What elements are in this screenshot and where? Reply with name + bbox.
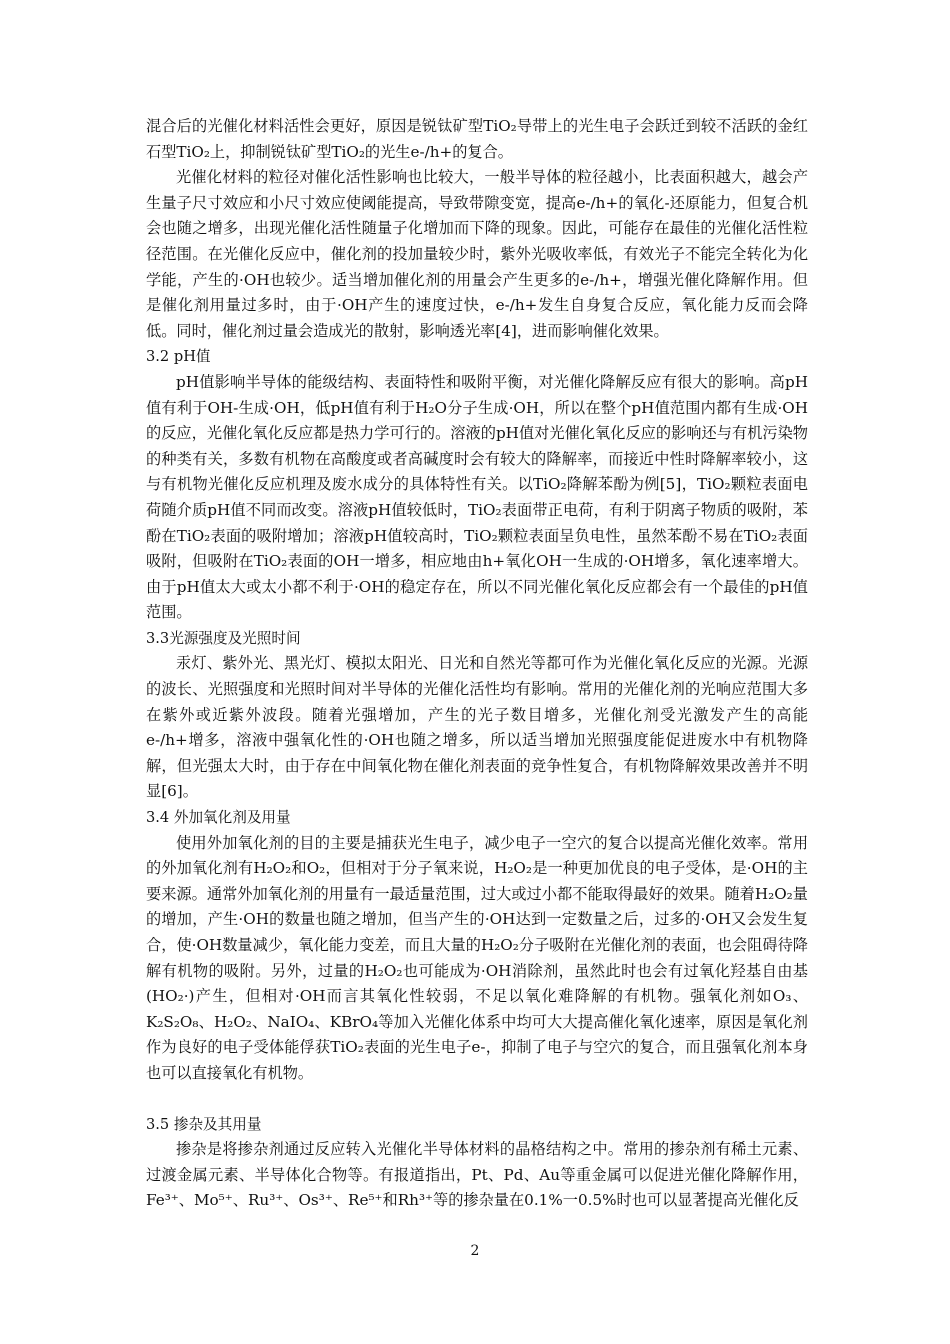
section-3-5-paragraph: 掺杂是将掺杂剂通过反应转入光催化半导体材料的晶格结构之中。常用的掺杂剂有稀土元素、过渡金属元素、半导体化合物等。有报道指出，Pt、Pd、Au等重金属可以促进光催化降解作用，Fe³⁺、Mo⁵⁺、Ru³⁺、Os³⁺、Re⁵⁺和Rh³⁺等的掺杂量在0.1%一0.5%时也可以显著提高光催化反: [146, 1140, 808, 1210]
section-3-5-heading: 3.5 掺杂及其用量: [146, 1115, 262, 1133]
paragraph-spacer: [146, 1087, 808, 1112]
page-body: [146, 114, 808, 1214]
particle-size-paragraph: 光催化材料的粒径对催化活性影响也比较大，一般半导体的粒径越小，比表面积越大，越会产生量子尺寸效应和小尺寸效应使阈能提高，导致带隙变宽，提高e-/h+的氧化-还原能力，但复合机会也随之增多，出现光催化活性随量子化增加而下降的现象。因此，可能存在最佳的光催化活性粒径范围。在光催化反应中，催化剂的投加量较少时，紫外光吸收率低，有效光子不能完全转化为化学能，产生的·OH也较少。适当增加催化剂的用量会产生更多的e-/h+，增强光催化降解作用。但是催化剂用量过多时，由于·OH产生的速度过快，e-/h+发生自身复合反应，氧化能力反而会降低。同时，催化剂过量会造成光的散射，影响透光率[4]，进而影响催化效果。: [146, 168, 808, 340]
page-number: 2: [470, 1243, 480, 1259]
section-3-3-paragraph: 汞灯、紫外光、黑光灯、模拟太阳光、日光和自然光等都可作为光催化氧化反应的光源。光源的波长、光照强度和光照时间对半导体的光催化活性均有影响。常用的光催化剂的光响应范围大多在紫外或近紫外波段。随着光强增加，产生的光子数目增多，光催化剂受光激发产生的高能e-/h+增多，溶液中强氧化性的·OH也随之增多，所以适当增加光照强度能促进废水中有机物降解，但光强太大时，由于存在中间氧化物在催化剂表面的竞争性复合，有机物降解效果改善并不明显[6]。: [146, 654, 808, 801]
intro-continuation-paragraph: 混合后的光催化材料活性会更好，原因是锐钛矿型TiO₂导带上的光生电子会跃迁到较不活跃的金红石型TiO₂上，抑制锐钛矿型TiO₂的光生e-/h+的复合。: [146, 117, 808, 161]
section-3-2-heading: 3.2 pH值: [146, 348, 211, 366]
section-3-4-heading: 3.4 外加氧化剂及用量: [146, 809, 291, 827]
section-3-3-heading: 3.3光源强度及光照时间: [146, 629, 301, 647]
section-3-4-paragraph: 使用外加氧化剂的目的主要是捕获光生电子，减少电子一空穴的复合以提高光催化效率。常用的外加氧化剂有H₂O₂和O₂，但相对于分子氧来说，H₂O₂是一种更加优良的电子受体，是·OH的主要来源。通常外加氧化剂的用量有一最适量范围，过大或过小都不能取得最好的效果。随着H₂O₂量的增加，产生·OH的数量也随之增加，但当产生的·OH达到一定数量之后，过多的·OH又会发生复合，使·OH数量减少，氧化能力变差，而且大量的H₂O₂分子吸附在光催化剂的表面，也会阻碍待降解有机物的吸附。另外，过量的H₂O₂也可能成为·OH消除剂，虽然此时也会有过氧化羟基自由基(HO₂·)产生，但相对·OH而言其氧化性较弱，不足以氧化难降解的有机物。强氧化剂如O₃、K₂S₂O₈、H₂O₂、NaIO₄、KBrO₄等加入光催化体系中均可大大提高催化氧化速率，原因是氧化剂作为良好的电子受体能俘获TiO₂表面的光生电子e-，抑制了电子与空穴的复合，而且强氧化剂本身也可以直接氧化有机物。: [146, 833, 808, 1082]
section-3-2-paragraph: pH值影响半导体的能级结构、表面特性和吸附平衡，对光催化降解反应有很大的影响。高pH值有利于OH-生成·OH，低pH值有利于H₂O分子生成·OH，所以在整个pH值范围内都有生成·OH的反应，光催化氧化反应都是热力学可行的。溶液的pH值对光催化氧化反应的影响还与有机污染物的种类有关，多数有机物在高酸度或者高碱度时会有较大的降解率，而接近中性时降解率较小，这与有机物光催化反应机理及废水成分的具体特性有关。以TiO₂降解苯酚为例[5]，TiO₂颗粒表面电荷随介质pH值不同而改变。溶液pH值较低时，TiO₂表面带正电荷，有利于阴离子物质的吸附，苯酚在TiO₂表面的吸附增加；溶液pH值较高时，TiO₂颗粒表面呈负电性，虽然苯酚不易在TiO₂表面吸附，但吸附在TiO₂表面的OH一增多，相应地由h+氧化OH一生成的·OH增多，氧化速率增大。由于pH值太大或太小都不利于·OH的稳定存在，所以不同光催化氧化反应都会有一个最佳的pH值范围。: [146, 372, 808, 622]
